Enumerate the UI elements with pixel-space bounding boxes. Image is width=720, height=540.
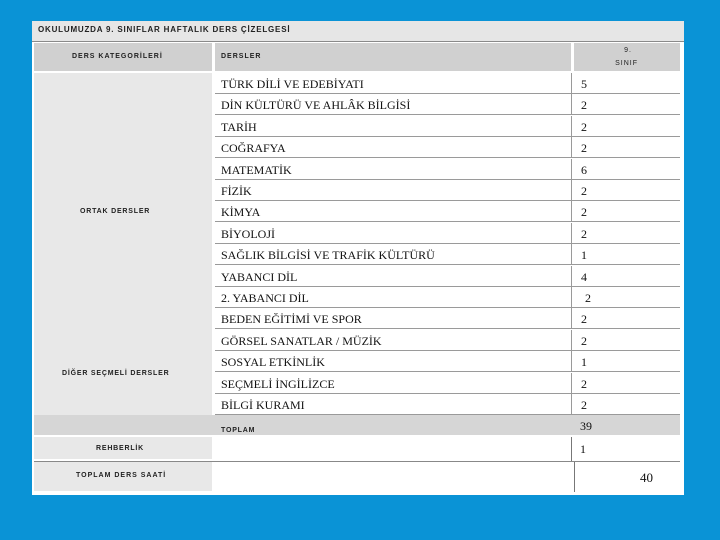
row-divider: [571, 73, 572, 93]
row-divider: [571, 244, 572, 264]
grand-total-divider: [574, 462, 575, 492]
table-row: [215, 244, 680, 265]
table-row: [215, 351, 680, 372]
page-title: OKULUMUZDA 9. SINIFLAR HAFTALIK DERS ÇİZELGESİ: [38, 25, 291, 34]
row-divider: [571, 308, 572, 328]
course-hours: 1: [581, 355, 587, 370]
course-hours: 2: [581, 141, 587, 156]
course-name: SEÇMELİ İNGİLİZCE: [221, 376, 335, 391]
header-grade-label: SINIF: [615, 60, 638, 67]
course-hours: 6: [581, 162, 587, 177]
header-grade-number: 9.: [624, 47, 632, 54]
header-courses-label: DERSLER: [221, 53, 262, 60]
category-column: [34, 73, 212, 415]
course-hours: 2: [581, 184, 587, 198]
course-hours: 2: [581, 312, 587, 327]
course-hours: 2: [581, 226, 587, 241]
guidance-hours: 1: [580, 442, 586, 456]
course-name: BİLGİ KURAMI: [221, 398, 305, 412]
course-name: TÜRK DİLİ VE EDEBİYATI: [221, 77, 364, 91]
table-row: [215, 394, 680, 415]
course-hours: 2: [581, 398, 587, 412]
row-divider: [571, 266, 572, 286]
row-divider: [571, 394, 572, 414]
header-courses: [215, 43, 571, 71]
table-row: [215, 201, 680, 222]
table-row: [215, 223, 680, 244]
course-hours: 2: [581, 119, 587, 134]
course-name: BİYOLOJİ: [221, 226, 275, 241]
course-name: KİMYA: [221, 205, 261, 220]
course-hours: 2: [581, 376, 587, 391]
row-divider: [571, 330, 572, 350]
table-row: [215, 266, 680, 287]
grand-total-label: TOPLAM DERS SAATİ: [76, 472, 167, 479]
course-hours: 4: [581, 269, 587, 284]
table-row: [215, 308, 680, 329]
course-name: FİZİK: [221, 184, 252, 198]
table-row: [215, 287, 680, 308]
course-name: 2. YABANCI DİL: [221, 291, 309, 305]
row-divider: [571, 94, 572, 114]
guidance-label: REHBERLİK: [96, 445, 145, 452]
course-hours: 2: [581, 98, 587, 113]
course-hours: 2: [581, 333, 587, 348]
table-row: [215, 159, 680, 180]
table-row: [215, 94, 680, 115]
course-name: TARİH: [221, 119, 257, 134]
schedule-card: [32, 21, 684, 495]
total-label: TOPLAM: [221, 427, 256, 434]
title-bar: [32, 21, 684, 42]
course-name: DİN KÜLTÜRÜ VE AHLÂK BİLGİSİ: [221, 98, 411, 113]
table-row: [215, 73, 680, 94]
course-hours: 2: [585, 291, 591, 305]
header-category-label: DERS KATEGORİLERİ: [72, 53, 163, 60]
course-name: MATEMATİK: [221, 162, 292, 177]
row-divider: [571, 137, 572, 157]
row-divider: [571, 351, 572, 371]
grand-total-hours: 40: [640, 470, 653, 485]
header-grade: [574, 43, 680, 71]
course-hours: 5: [581, 77, 587, 91]
course-name: BEDEN EĞİTİMİ VE SPOR: [221, 312, 362, 327]
row-divider: [571, 373, 572, 393]
table-row: [215, 330, 680, 351]
category-electives: DİĞER SEÇMELİ DERSLER: [62, 370, 170, 377]
row-divider: [571, 180, 572, 200]
course-hours: 1: [581, 248, 587, 263]
row-divider: [571, 159, 572, 179]
course-name: YABANCI DİL: [221, 269, 298, 284]
category-common: ORTAK DERSLER: [80, 208, 151, 215]
row-divider: [571, 116, 572, 136]
table-row: [215, 180, 680, 201]
course-name: GÖRSEL SANATLAR / MÜZİK: [221, 333, 382, 348]
table-row: [215, 137, 680, 158]
table-row: [215, 373, 680, 394]
course-hours: 2: [581, 205, 587, 220]
course-name: SAĞLIK BİLGİSİ VE TRAFİK KÜLTÜRÜ: [221, 248, 435, 263]
course-name: COĞRAFYA: [221, 141, 286, 156]
row-divider: [571, 201, 572, 221]
table-row: [215, 116, 680, 137]
row-divider: [571, 287, 572, 307]
header-category: [34, 43, 212, 71]
guidance-divider: [571, 437, 572, 463]
row-divider: [571, 223, 572, 243]
total-hours: 39: [580, 419, 592, 433]
course-name: SOSYAL ETKİNLİK: [221, 355, 325, 370]
